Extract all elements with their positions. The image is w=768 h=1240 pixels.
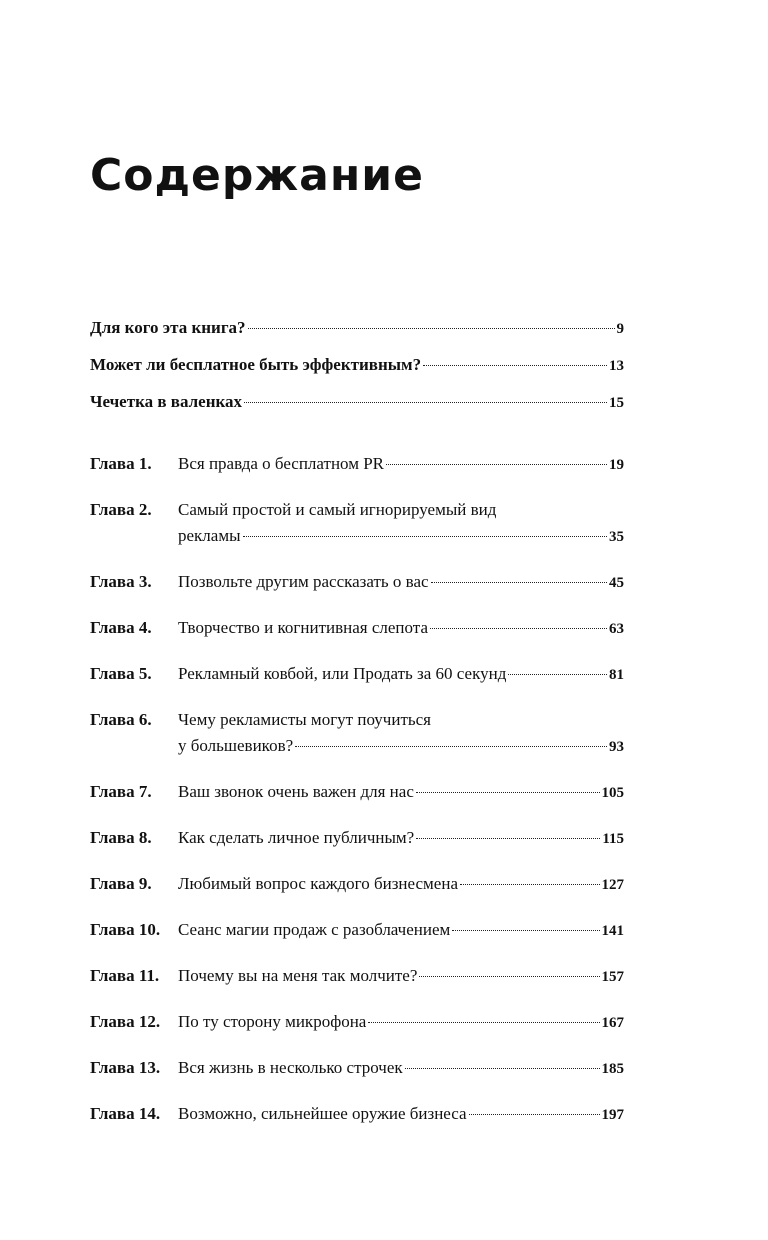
toc-chapter-entry <box>90 707 624 760</box>
toc-intro-entry <box>90 392 624 429</box>
chapter-title: рекламы <box>178 526 241 545</box>
chapter-title: Как сделать личное публичным? <box>178 828 415 847</box>
toc-page-number: 19 <box>609 457 624 473</box>
dot-leader <box>416 838 600 839</box>
chapter-title: Сеанс магии продаж с разоблачением <box>178 920 451 939</box>
chapter-label: Глава 8. <box>90 828 152 847</box>
chapter-title-lastline <box>178 1009 624 1036</box>
chapter-title-lastline <box>178 963 624 990</box>
chapter-list <box>90 451 624 1128</box>
chapter-title-block <box>178 451 624 478</box>
table-of-contents <box>90 318 624 1147</box>
chapter-title-block <box>178 1101 624 1128</box>
chapter-title: Ваш звонок очень важен для нас <box>178 782 414 801</box>
toc-intro-entry <box>90 355 624 392</box>
chapter-title-lastline <box>178 733 624 760</box>
toc-page-number: 15 <box>609 395 624 411</box>
toc-chapter-entry <box>90 917 624 944</box>
chapter-label: Глава 2. <box>90 500 152 519</box>
dot-leader <box>248 328 615 329</box>
chapter-title: Любимый вопрос каждого бизнесмена <box>178 874 458 893</box>
chapter-title-block <box>178 497 624 550</box>
toc-page-number: 45 <box>609 575 624 591</box>
chapter-label: Глава 14. <box>90 1104 161 1123</box>
toc-page-number: 35 <box>609 529 624 545</box>
dot-leader <box>423 365 607 366</box>
chapter-title-block <box>178 569 624 596</box>
toc-entry-title: Чечетка в валенках <box>90 392 243 411</box>
chapter-label: Глава 4. <box>90 618 152 637</box>
dot-leader <box>405 1068 600 1069</box>
page-title: Содержание <box>90 150 424 201</box>
dot-leader <box>243 536 607 537</box>
chapter-title-lastline <box>178 569 624 596</box>
toc-page-number: 93 <box>609 739 624 755</box>
toc-page-number: 105 <box>601 785 624 801</box>
dot-leader <box>416 792 600 793</box>
chapter-title-block <box>178 917 624 944</box>
chapter-title-line: Самый простой и самый игнорируемый вид <box>178 500 497 519</box>
dot-leader <box>244 402 607 403</box>
chapter-title: Рекламный ковбой, или Продать за 60 секунд <box>178 664 507 683</box>
dot-leader <box>431 582 607 583</box>
chapter-label: Глава 11. <box>90 966 160 985</box>
chapter-title-lastline <box>178 1055 624 1082</box>
chapter-title: Вся жизнь в несколько строчек <box>178 1058 403 1077</box>
toc-chapter-entry <box>90 497 624 550</box>
chapter-title-lastline <box>178 1101 624 1128</box>
toc-page-number: 9 <box>616 321 624 337</box>
chapter-title: Возможно, сильнейшее оружие бизнеса <box>178 1104 467 1123</box>
chapter-label: Глава 7. <box>90 782 152 801</box>
toc-chapter-entry <box>90 825 624 852</box>
toc-chapter-entry <box>90 1055 624 1082</box>
chapter-title-block <box>178 779 624 806</box>
chapter-title-lastline <box>178 661 624 688</box>
dot-leader <box>295 746 607 747</box>
chapter-label: Глава 13. <box>90 1058 161 1077</box>
chapter-title-block <box>178 825 624 852</box>
toc-page-number: 81 <box>609 667 624 683</box>
chapter-title-block <box>178 963 624 990</box>
toc-chapter-entry <box>90 1009 624 1036</box>
dot-leader <box>419 976 599 977</box>
chapter-title: Творчество и когнитивная слепота <box>178 618 428 637</box>
dot-leader <box>368 1022 599 1023</box>
dot-leader <box>386 464 607 465</box>
chapter-label: Глава 9. <box>90 874 152 893</box>
chapter-label: Глава 6. <box>90 710 152 729</box>
toc-page-number: 157 <box>601 969 624 985</box>
chapter-title-block <box>178 615 624 642</box>
toc-page-number: 115 <box>602 831 624 847</box>
toc-page-number: 63 <box>609 621 624 637</box>
dot-leader <box>460 884 600 885</box>
toc-page-number: 167 <box>601 1015 624 1031</box>
toc-chapter-entry <box>90 779 624 806</box>
chapter-title-block <box>178 871 624 898</box>
dot-leader <box>469 1114 600 1115</box>
toc-chapter-entry <box>90 871 624 898</box>
chapter-title-lastline <box>178 451 624 478</box>
chapter-title-block <box>178 1009 624 1036</box>
chapter-title-block <box>178 1055 624 1082</box>
chapter-title: Позвольте другим рассказать о вас <box>178 572 429 591</box>
chapter-title-lastline <box>178 779 624 806</box>
chapter-title-lastline <box>178 917 624 944</box>
chapter-label: Глава 10. <box>90 920 161 939</box>
chapter-title: Почему вы на меня так молчите? <box>178 966 418 985</box>
chapter-title-lastline <box>178 825 624 852</box>
toc-chapter-entry <box>90 963 624 990</box>
toc-intro-entry <box>90 318 624 355</box>
toc-chapter-entry <box>90 661 624 688</box>
dot-leader <box>430 628 607 629</box>
chapter-title-lastline <box>178 871 624 898</box>
chapter-title: По ту сторону микрофона <box>178 1012 367 1031</box>
toc-page-number: 185 <box>601 1061 624 1077</box>
toc-page-number: 197 <box>601 1107 624 1123</box>
dot-leader <box>452 930 599 931</box>
chapter-title-lastline <box>178 523 624 550</box>
chapter-label: Глава 12. <box>90 1012 161 1031</box>
toc-chapter-entry <box>90 615 624 642</box>
toc-page-number: 13 <box>609 358 624 374</box>
chapter-label: Глава 3. <box>90 572 152 591</box>
chapter-title-block <box>178 707 624 760</box>
toc-entry-title: Для кого эта книга? <box>90 318 246 337</box>
toc-chapter-entry <box>90 1101 624 1128</box>
section-gap <box>90 429 624 451</box>
toc-page-number: 141 <box>601 923 624 939</box>
toc-page-number: 127 <box>601 877 624 893</box>
chapter-title-block <box>178 661 624 688</box>
toc-entry-title: Может ли бесплатное быть эффективным? <box>90 355 422 374</box>
chapter-label: Глава 5. <box>90 664 152 683</box>
chapter-title: Вся правда о бесплатном PR <box>178 454 385 473</box>
chapter-label: Глава 1. <box>90 454 152 473</box>
chapter-title-lastline <box>178 615 624 642</box>
intro-list <box>90 318 624 429</box>
chapter-title: у большевиков? <box>178 736 294 755</box>
toc-chapter-entry <box>90 451 624 478</box>
dot-leader <box>508 674 607 675</box>
toc-chapter-entry <box>90 569 624 596</box>
chapter-title-line: Чему рекламисты могут поучиться <box>178 710 431 729</box>
